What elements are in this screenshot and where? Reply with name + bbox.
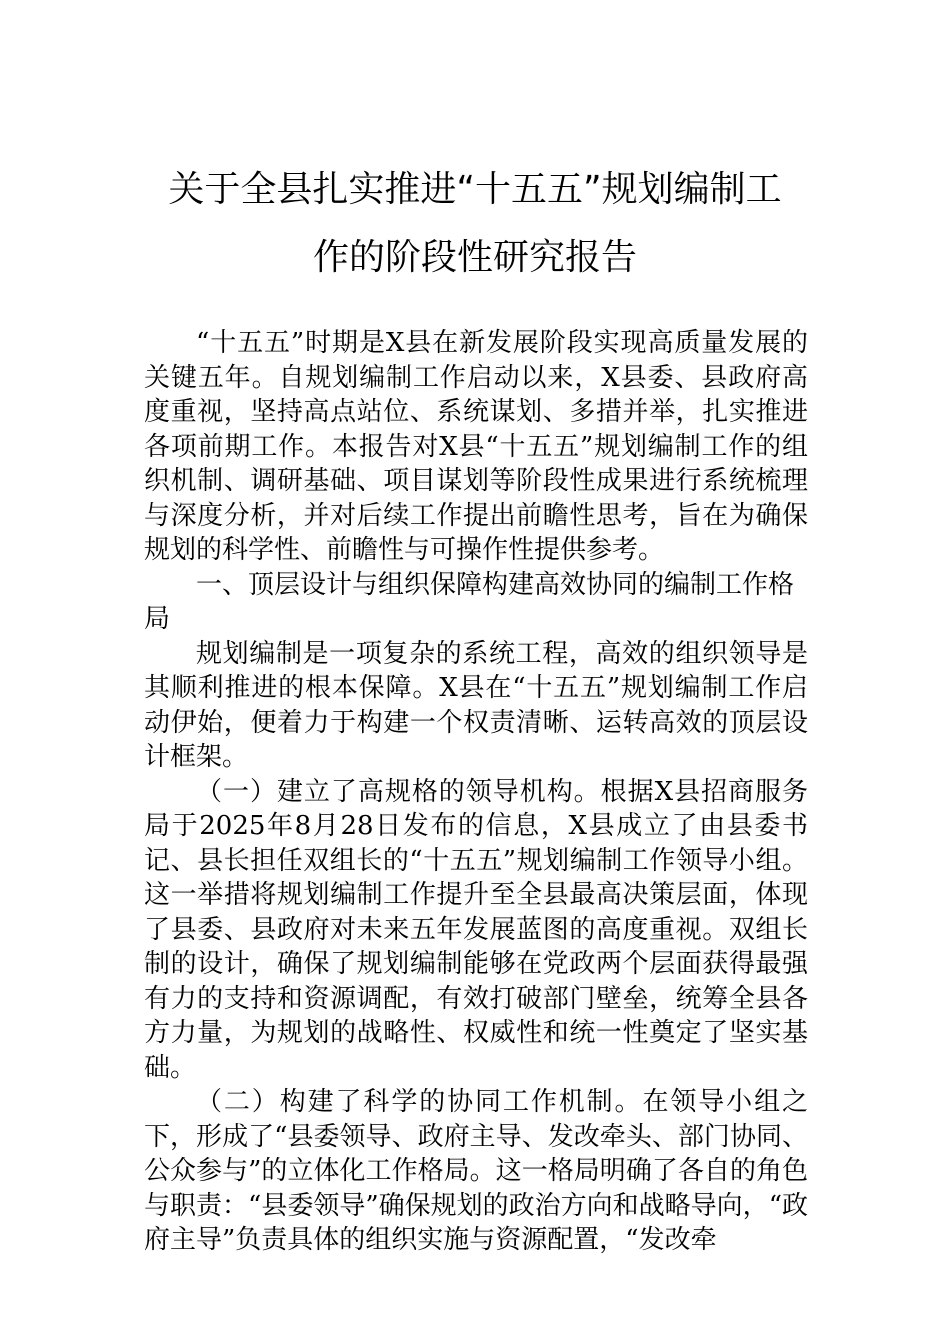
subsection-1-paragraph: （一）建立了高规格的领导机构。根据X县招商服务局于2025年8月28日发布的信息，X县成立了由县委书记、县长担任双组长的“十五五”规划编制工作领导小组。这一举措将规划编制工作提升至全县最高决策层面，体现了县委、县政府对未来五年发展蓝图的高度重视。双组长制的设计，确保了规划编制能够在党政两个层面获得最强有力的支持和资源调配，有效打破部门壁垒，统筹全县各方力量，为规划的战略性、权威性和统一性奠定了坚实基础。: [144, 776, 808, 1083]
document-body: [144, 326, 808, 1258]
document-title-line-1: 关于全县扎实推进“十五五”规划编制工: [168, 169, 782, 210]
document-title-line-2: 作的阶段性研究报告: [312, 237, 637, 278]
intro-paragraph: “十五五”时期是X县在新发展阶段实现高质量发展的关键五年。自规划编制工作启动以来，X县委、县政府高度重视，坚持高点站位、系统谋划、多措并举，扎实推进各项前期工作。本报告对X县“十五五”规划编制工作的组织机制、调研基础、项目谋划等阶段性成果进行系统梳理与深度分析，并对后续工作提出前瞻性思考，旨在为确保规划的科学性、前瞻性与可操作性提供参考。: [144, 328, 808, 565]
section-heading-1: 一、顶层设计与组织保障构建高效协同的编制工作格局: [144, 569, 795, 634]
section-1-paragraph: 规划编制是一项复杂的系统工程，高效的组织领导是其顺利推进的根本保障。X县在“十五五”规划编制工作启动伊始，便着力于构建一个权责清晰、运转高效的顶层设计框架。: [144, 638, 808, 772]
subsection-2-paragraph: （二）构建了科学的协同工作机制。在领导小组之下，形成了“县委领导、政府主导、发改牵头、部门协同、公众参与”的立体化工作格局。这一格局明确了各自的角色与职责：“县委领导”确保规划的政治方向和战略导向，“政府主导”负责具体的组织实施与资源配置，“发改牵: [144, 1087, 808, 1255]
